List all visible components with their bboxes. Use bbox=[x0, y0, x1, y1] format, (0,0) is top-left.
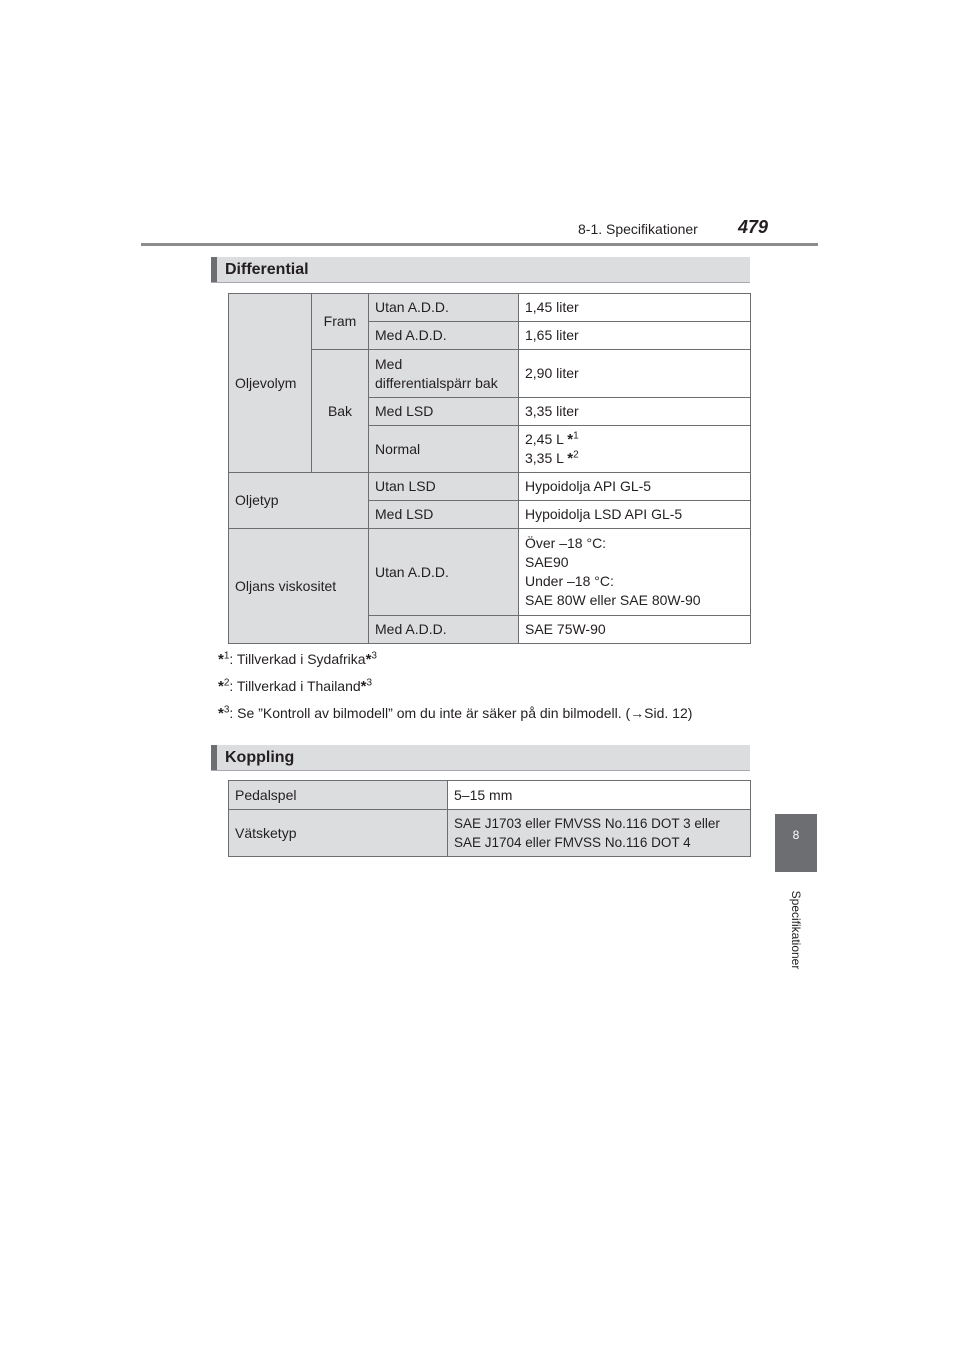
footnote-mark: * bbox=[218, 651, 224, 668]
table-row bbox=[229, 473, 751, 501]
viscosity-line: Över –18 °C: bbox=[525, 535, 607, 551]
footnote-num: 3 bbox=[223, 704, 230, 716]
footnote-star-mark: * bbox=[567, 431, 574, 448]
front-value-1: 1,45 liter bbox=[519, 294, 751, 322]
table-row bbox=[229, 294, 751, 322]
footnote-ref: 1 bbox=[573, 430, 579, 442]
rear-label: Bak bbox=[312, 350, 369, 473]
viscosity-line: SAE90 bbox=[525, 554, 569, 570]
oil-type-condition-1: Utan LSD bbox=[369, 473, 519, 501]
fluid-type-value bbox=[448, 810, 751, 857]
clutch-table bbox=[228, 780, 751, 857]
chapter-number: 8 bbox=[792, 828, 800, 842]
table-row bbox=[229, 781, 751, 810]
front-label: Fram bbox=[312, 294, 369, 350]
footnote-num: 1 bbox=[223, 650, 230, 662]
footnote-ref-mark: * bbox=[360, 678, 367, 695]
viscosity-line: SAE 80W eller SAE 80W-90 bbox=[525, 592, 701, 608]
pedal-play-label: Pedalspel bbox=[229, 781, 448, 810]
footnote-text: : Se ”Kontroll av bilmodell” om du inte är säker på din bilmodell. (→Sid. 12) bbox=[229, 705, 693, 721]
footnote-ref-num: 3 bbox=[366, 677, 373, 689]
rear-condition-2: Med LSD bbox=[369, 398, 519, 426]
footnote-mark: * bbox=[218, 705, 224, 722]
section-title: 8-1. Specifikationer bbox=[578, 221, 698, 237]
footnote-1 bbox=[218, 651, 377, 668]
footnote-ref-mark: * bbox=[365, 651, 372, 668]
oil-volume-label: Oljevolym bbox=[229, 294, 312, 473]
heading-accent-bar bbox=[211, 745, 217, 770]
footnote-text: : Tillverkad i Thailand bbox=[229, 678, 361, 694]
footnote-2 bbox=[218, 678, 372, 695]
front-value-2: 1,65 liter bbox=[519, 322, 751, 350]
table-row bbox=[229, 810, 751, 857]
rear-condition-1-line2: differentialspärr bak bbox=[375, 374, 498, 391]
oil-type-value-2: Hypoidolja LSD API GL-5 bbox=[519, 501, 751, 529]
rear-value-1: 2,90 liter bbox=[519, 350, 751, 398]
footnote-star-mark: * bbox=[567, 450, 574, 467]
footnote-ref: 2 bbox=[573, 449, 579, 461]
viscosity-label: Oljans viskositet bbox=[229, 529, 369, 644]
differential-heading bbox=[211, 257, 750, 283]
pedal-play-value: 5–15 mm bbox=[448, 781, 751, 810]
fluid-type-line2: SAE J1704 eller FMVSS No.116 DOT 4 bbox=[454, 835, 691, 850]
clutch-heading-text: Koppling bbox=[225, 749, 295, 766]
chapter-tab bbox=[775, 814, 817, 872]
rear-value-3-line2: 3,35 L bbox=[525, 450, 564, 466]
footnote-num: 2 bbox=[223, 677, 230, 689]
table-row bbox=[229, 529, 751, 616]
rear-condition-1 bbox=[369, 350, 519, 398]
oil-type-condition-2: Med LSD bbox=[369, 501, 519, 529]
viscosity-line: Under –18 °C: bbox=[525, 573, 614, 589]
viscosity-value-2: SAE 75W-90 bbox=[519, 616, 751, 644]
oil-type-label: Oljetyp bbox=[229, 473, 369, 529]
viscosity-condition-2: Med A.D.D. bbox=[369, 616, 519, 644]
page-number: 479 bbox=[738, 217, 769, 237]
clutch-heading bbox=[211, 745, 750, 771]
footnote-3 bbox=[218, 705, 692, 722]
rear-value-3-line1: 2,45 L bbox=[525, 431, 564, 447]
header-rule bbox=[141, 243, 818, 246]
footnote-text: : Tillverkad i Sydafrika bbox=[229, 651, 366, 667]
rear-value-2: 3,35 liter bbox=[519, 398, 751, 426]
viscosity-value-1 bbox=[519, 529, 751, 616]
heading-accent-bar bbox=[211, 257, 217, 282]
differential-table bbox=[228, 293, 751, 644]
front-condition-2: Med A.D.D. bbox=[369, 322, 519, 350]
viscosity-condition-1: Utan A.D.D. bbox=[369, 529, 519, 616]
fluid-type-label: Vätsketyp bbox=[229, 810, 448, 857]
footnote-ref-num: 3 bbox=[371, 650, 377, 662]
footnote-mark: * bbox=[218, 678, 224, 695]
differential-heading-text: Differential bbox=[225, 261, 309, 278]
rear-value-3 bbox=[519, 426, 751, 473]
fluid-type-line1: SAE J1703 eller FMVSS No.116 DOT 3 eller bbox=[454, 816, 720, 831]
rear-condition-1-line1: Med bbox=[375, 355, 403, 372]
chapter-label: Specifikationer bbox=[789, 890, 803, 970]
front-condition-1: Utan A.D.D. bbox=[369, 294, 519, 322]
oil-type-value-1: Hypoidolja API GL-5 bbox=[519, 473, 751, 501]
rear-condition-3: Normal bbox=[369, 426, 519, 473]
